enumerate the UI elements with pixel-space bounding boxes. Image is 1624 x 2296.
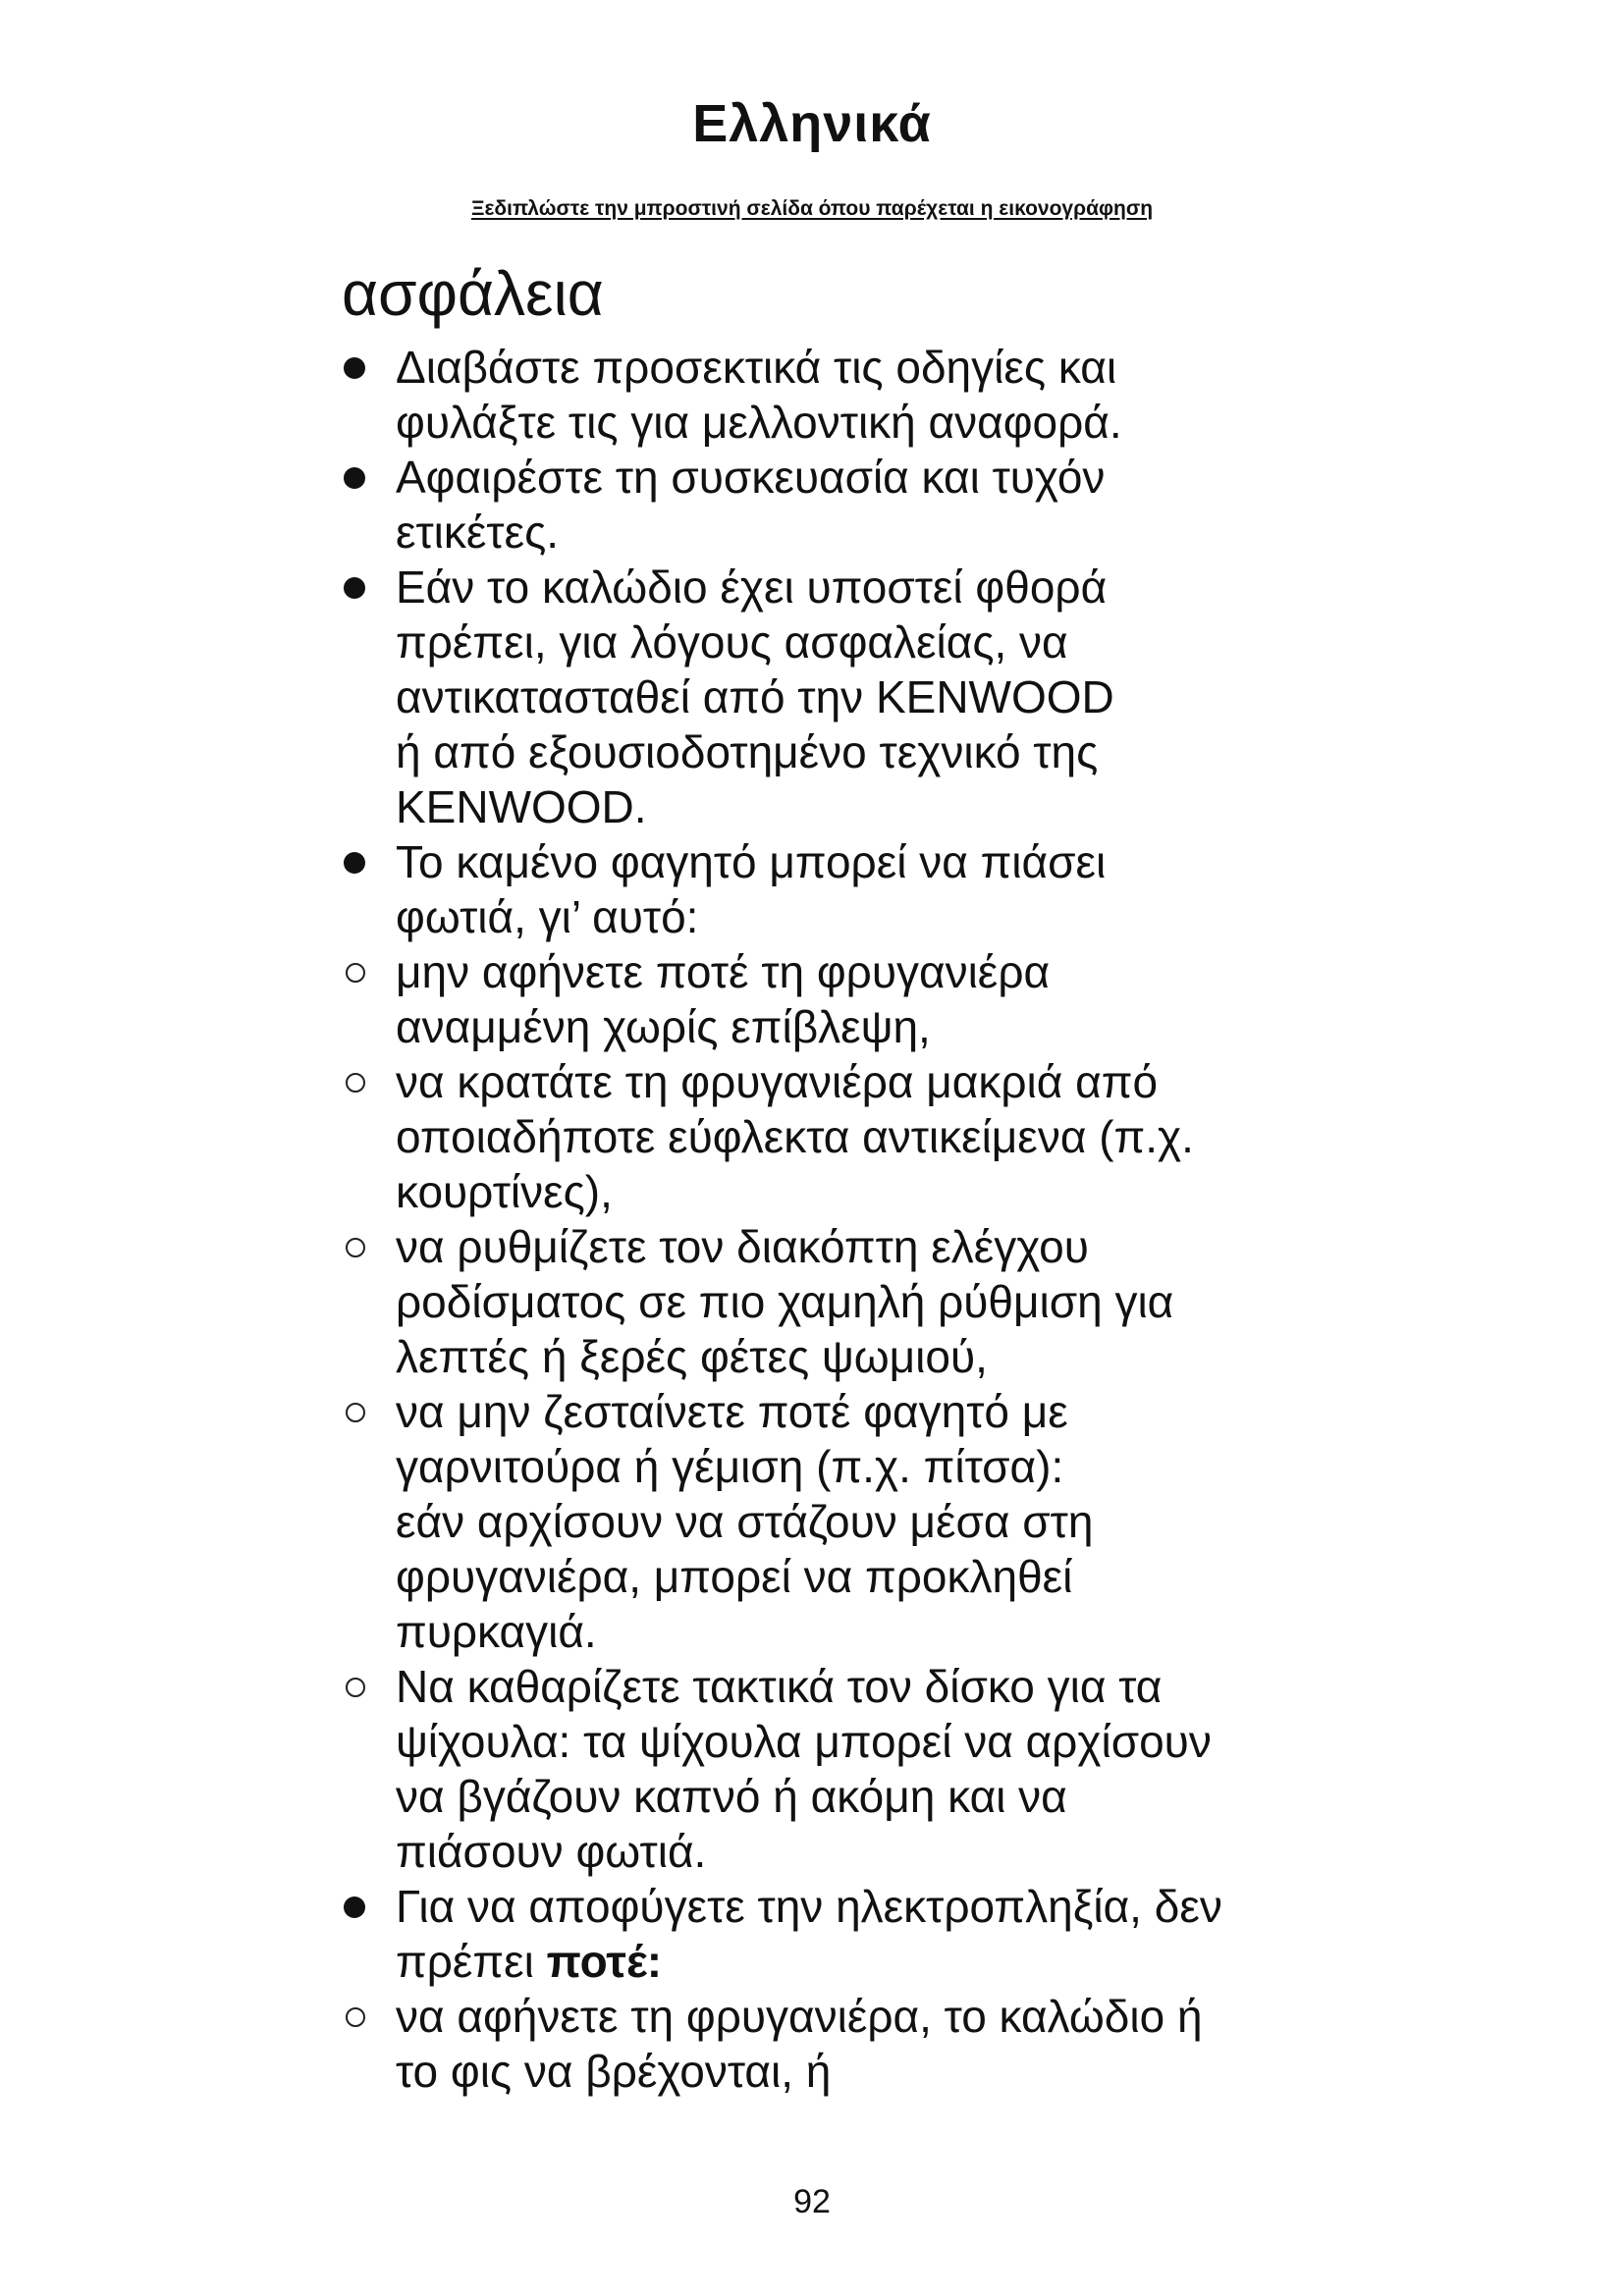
page-title: Ελληνικά <box>692 94 932 153</box>
section-heading: ασφάλεια <box>342 258 604 329</box>
bullet-circle-icon <box>342 1384 381 1439</box>
sub-list-item: να κρατάτε τη φρυγανιέρα μακριά από οποιαδήποτε εύφλεκτα αντικείμενα (π.χ. κουρτίνες), <box>342 1054 1324 1219</box>
list-item: Διαβάστε προσεκτικά τις οδηγίες και φυλάξτε τις για μελλοντική αναφορά. <box>342 340 1324 450</box>
bullet-circle-icon <box>342 1054 381 1109</box>
list-item: Εάν το καλώδιο έχει υποστεί φθορά πρέπει, για λόγους ασφαλείας, να αντικατασταθεί από την KENWOOD ή από εξουσιοδοτημένο τεχνικό της KENWOOD. <box>342 560 1324 834</box>
bullet-dot-icon <box>342 834 381 889</box>
sub-list-item: να ρυθμίζετε τον διακόπτη ελέγχου ροδίσματος σε πιο χαμηλή ρύθμιση για λεπτές ή ξερές φέτες ψωμιού, <box>342 1219 1324 1384</box>
bullet-dot-icon <box>342 340 381 395</box>
sub-list-item: να αφήνετε τη φρυγανιέρα, το καλώδιο ή το φις να βρέχονται, ή <box>342 1989 1324 2099</box>
bullet-circle-icon <box>342 1659 381 1714</box>
emphasis-never: ποτέ: <box>546 1936 663 1987</box>
list-item: Για να αποφύγετε την ηλεκτροπληξία, δεν πρέπει ποτέ: <box>342 1879 1324 1989</box>
page-number: 92 <box>793 2183 831 2220</box>
bullet-circle-icon <box>342 1219 381 1274</box>
sub-list-item: να μην ζεσταίνετε ποτέ φαγητό με γαρνιτούρα ή γέμιση (π.χ. πίτσα): εάν αρχίσουν να στάζουν μέσα στη φρυγανιέρα, μπορεί να προκληθεί πυρκαγιά. <box>342 1384 1324 1659</box>
sub-list-item: μην αφήνετε ποτέ τη φρυγανιέρα αναμμένη χωρίς επίβλεψη, <box>342 944 1324 1054</box>
bullet-dot-icon <box>342 450 381 505</box>
list-item: Το καμένο φαγητό μπορεί να πιάσει φωτιά, γι’ αυτό: <box>342 834 1324 944</box>
bullet-dot-icon <box>342 1879 381 1934</box>
list-item: Αφαιρέστε τη συσκευασία και τυχόν ετικέτες. <box>342 450 1324 560</box>
bullet-circle-icon <box>342 944 381 999</box>
bullet-dot-icon <box>342 560 381 614</box>
page-subtitle: Ξεδιπλώστε την μπροστινή σελίδα όπου παρέχεται η εικονογράφηση <box>470 197 1154 220</box>
safety-list <box>342 340 1324 2099</box>
sub-list-item: Να καθαρίζετε τακτικά τον δίσκο για τα ψίχουλα: τα ψίχουλα μπορεί να αρχίσουν να βγάζουν καπνό ή ακόμη και να πιάσουν φωτιά. <box>342 1659 1324 1879</box>
bullet-circle-icon <box>342 1989 381 2044</box>
